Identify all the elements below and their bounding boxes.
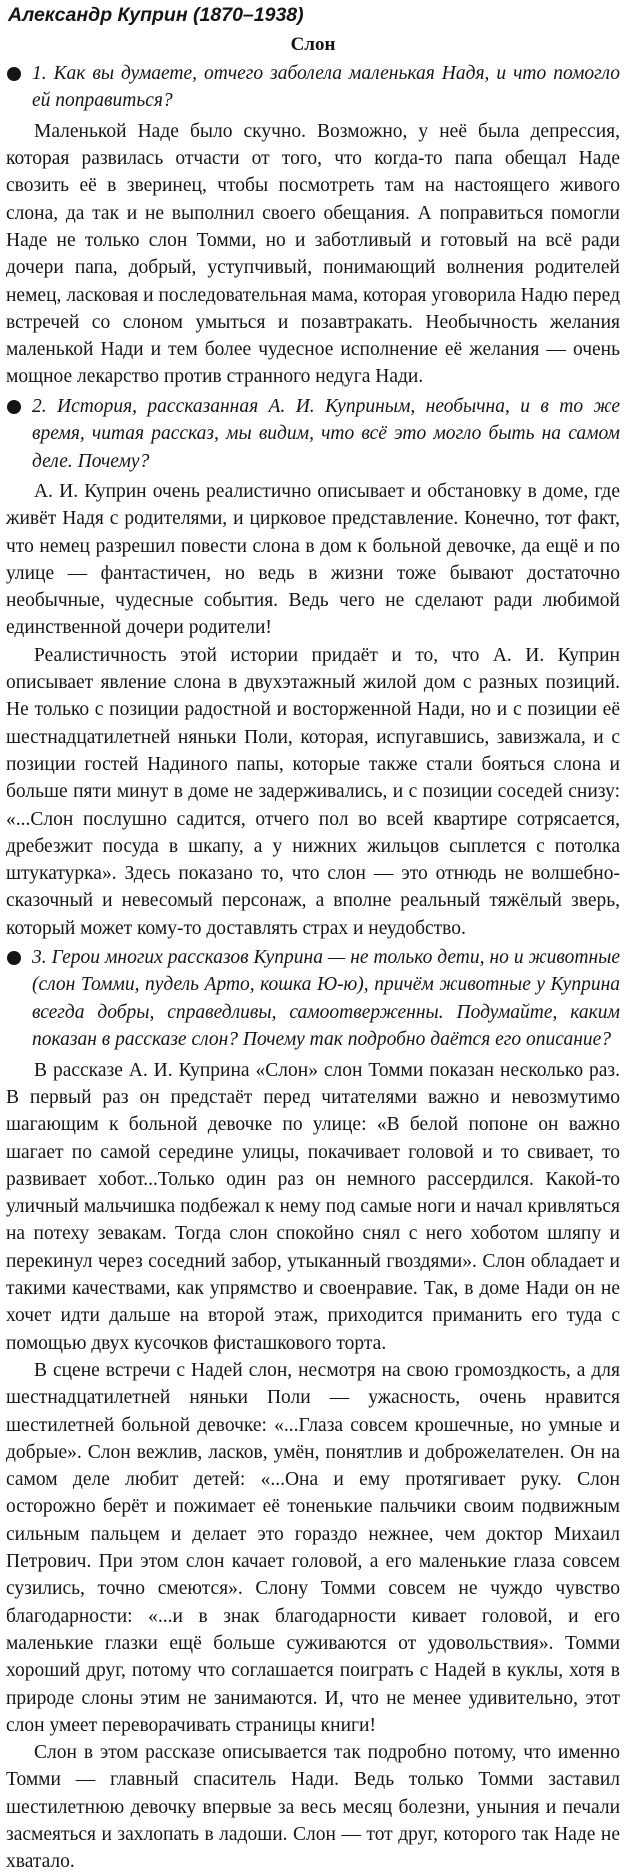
question-3-text: 3. Герои многих рассказов Куприна — не только дети, но и животные (слон Томми, пудель Арто, кошка Ю-ю), причём животные у Куприна всегда добры, справедливы, самоотверженны. Подумайте, каким показан в рассказе слон? Почему так подробно даётся его описание? [32,947,620,1051]
author-heading: Александр Куприн (1870–1938) [8,4,304,26]
question-2-text: 2. История, рассказанная А. И. Куприным, необычна, и в то же время, читая рассказ, мы видим, что всё это могло быть на самом деле. Почему? [32,395,620,472]
bullet-dot-icon [7,67,21,81]
section-2 [6,393,620,942]
answer-3-paragraph-1: В рассказе А. И. Куприна «Слон» слон Томми показан несколько раз. В первый раз он предстаёт перед читателями важно и невозмутимо шагающим к больной девочке по улице: «В белой попоне он важно шагает по самой середине улицы, покачивает головой и то свивает, то развивает хобот...Только один раз он немного рассердился. Какой-то уличный мальчишка подбежал к нему под самые ноги и начал кривляться на потеху зевакам. Тогда слон спокойно снял с него хоботом шляпу и перекинул через соседний забор, утыканный гвоздями». Слон обладает и такими качествами, как упрямство и своенравие. Так, в доме Нади он не хочет идти дальше на второй этаж, приходится приманить его туда с помощью двух кусочков фисташкового торта. [6,1059,620,1354]
answer-1-paragraph-1: Маленькой Наде было скучно. Возможно, у неё была депрессия, которая развилась отчасти от того, что когда-то папа обещал Наде свозить её в зверинец, чтобы посмотреть там на настоящего живого слона, да так и не выполнил своего обещания. А поправиться помогли Наде не только слон Томми, но и заботливый и готовый на всё ради дочери папа, добрый, уступчивый, понимающий волнения родителей немец, ласковая и последовательная мама, которая уговорила Надю перед встречей со слоном умыться и позавтракать. Необычность желания маленькой Нади и тем более чудесное исполнение её желания — очень мощное лекарство против странного недуга Нади. [6,120,620,388]
section-1 [6,60,620,391]
answer-3-paragraph-3: Слон в этом рассказе описывается так подробно потому, что именно Томми — главный спаситель Нади. Ведь только Томми заставил шестилетнюю девочку впервые за весь месяц болезни, уныния и печали засмеяться и захлопать в ладоши. Слон — тот друг, которого так Наде не хватало. [6,1742,620,1873]
bullet-dot-icon [7,400,21,414]
answer-2-paragraph-1: А. И. Куприн очень реалистично описывает и обстановку в доме, где живёт Надя с родителями, и цирковое представление. Конечно, тот факт, что немец разрешил повести слона в дом к больной девочке, да ещё и по улице — фантастичен, но ведь в жизни тоже бывают достаточно необычные, чудесные события. Ведь чего не сделают ради любимой единственной дочери родители! [6,481,620,639]
question-1-text: 1. Как вы думаете, отчего заболела маленькая Надя, и что помогло ей поправиться? [32,63,620,112]
section-3 [6,944,620,1876]
question-2 [6,393,620,475]
answer-3-paragraph-2: В сцене встречи с Надей слон, несмотря на свою громоздкость, а для шестнадцатилетней няньки Поли — ужасность, очень нравится шестилетней больной девочке: «...Глаза совсем крошечные, но умные и добрые». Слон вежлив, ласков, умён, понятлив и доброжелателен. Он на самом деле любит детей: «...Она и ему протягивает руку. Слон осторожно берёт и пожимает её тоненькие пальчики своим подвижным сильным пальцем и делает это гораздо нежнее, чем доктор Михаил Петрович. При этом слон качает головой, а его маленькие глаза совсем сузились, точно смеются». Слону Томми совсем не чуждо чувство благодарности: «...и в знак благодарности кивает головой, и его маленькие глазки ещё больше суживаются от удовольствия». Томми хороший друг, потому что соглашается поиграть с Надей в куклы, хотя в природе слоны этим не занимаются. И, что не менее удивительно, этот слон умеет переворачивать страницы книги! [6,1359,620,1736]
question-3 [6,944,620,1054]
story-title: Слон [290,34,336,55]
bullet-dot-icon [7,951,21,965]
question-1 [6,60,620,115]
answer-2-paragraph-2: Реалистичность этой истории придаёт и то, что А. И. Куприн описывает явление слона в двухэтажный жилой дом с разных позиций. Не только с позиции радостной и восторженной Нади, но и с позиции её шестнадцатилетней няньки Поли, которая, испугавшись, завизжала, и с позиции гостей Надиного папы, которые также стали бояться слона и больше пяти минут в доме не задерживались, и с позиции соседей снизу: «...Слон послушно садится, отчего пол во всей квартире сотрясается, дребезжит посуда в шкапу, а у нижних жильцов сыплется с потолка штукатурка». Здесь показано то, что слон — это отнюдь не волшебно-сказочный и невесомый персонаж, а вполне реальный тяжёлый зверь, который может кому-то доставлять страх и неудобство. [6,644,620,939]
